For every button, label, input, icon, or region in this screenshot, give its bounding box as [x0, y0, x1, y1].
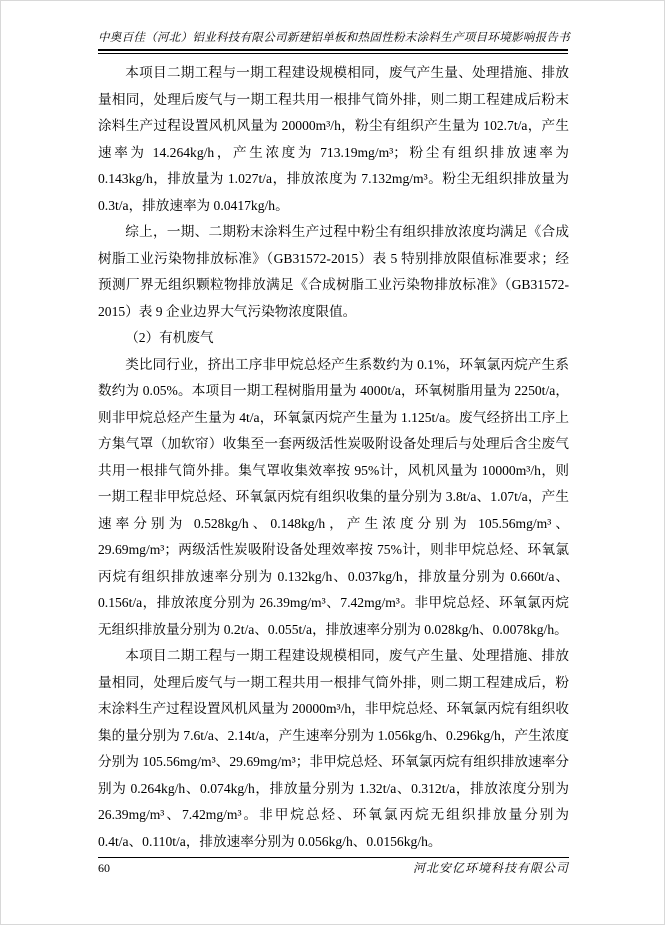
report-title: 中奥百佳（河北）铝业科技有限公司新建铝单板和热固性粉末涂料生产项目环境影响报告书: [98, 32, 570, 44]
page-body: [98, 60, 569, 855]
body-paragraph-standards-summary: 综上，一期、二期粉末涂料生产过程中粉尘有组织排放浓度均满足《合成树脂工业污染物排放标准》（GB31572-2015）表 5 特别排放限值标准要求；经预测厂界无组织颗粒物排放满足《合成树脂工业污染物排放标准》（GB31572-2015）表 9 企业边界大气污染物浓度限值。: [98, 224, 569, 319]
footer-company-name: 河北安亿环境科技有限公司: [412, 861, 569, 875]
header-divider: [98, 49, 568, 54]
body-paragraph-dust-emissions: 本项目二期工程与一期工程建设规模相同，废气产生量、处理措施、排放量相同，处理后废气与一期工程共用一根排气筒外排，则二期工程建成后粉末涂料生产过程设置风机风量为 20000m³/h，粉尘有组织产生量为 102.7t/a，产生速率为 14.264kg/h，产生浓度为 713.19mg/m³；粉尘有组织排放速率为 0.143kg/h，排放量为 1.027t/a，排放浓度为 7.132mg/m³。粉尘无组织排放量为 0.3t/a，排放速率为 0.0417kg/h。: [98, 65, 569, 213]
body-paragraph-phase1-organic-gas: 类比同行业，挤出工序非甲烷总烃产生系数约为 0.1%，环氧氯丙烷产生系数约为 0.05%。本项目一期工程树脂用量为 4000t/a，环氧树脂用量为 2250t/a，则非甲烷总烃产生量为 4t/a，环氧氯丙烷产生量为 1.125t/a。废气经挤出工序上方集气罩（加软帘）收集至一套两级活性炭吸附设备处理后与处理后含尘废气共用一根排气筒外排。集气罩收集效率按 95%计，风机风量为 10000m³/h，则一期工程非甲烷总烃、环氧氯丙烷有组织收集的量分别为 3.8t/a、1.07t/a，产生速率分别为 0.528kg/h、0.148kg/h，产生浓度分别为 105.56mg/m³、29.69mg/m³；两级活性炭吸附设备处理效率按 75%计，则非甲烷总烃、环氧氯丙烷有组织排放速率分别为 0.132kg/h、0.037kg/h，排放量分别为 0.660t/a、0.156t/a，排放浓度分别为 26.39mg/m³、7.42mg/m³。非甲烷总烃、环氧氯丙烷无组织排放量分别为 0.2t/a、0.055t/a，排放速率分别为 0.028kg/h、0.0078kg/h。: [98, 356, 569, 637]
body-heading-organic-waste-gas: （2）有机废气: [125, 330, 214, 345]
footer-divider: [98, 857, 569, 858]
body-paragraph-phase2-organic-gas: 本项目二期工程与一期工程建设规模相同，废气产生量、处理措施、排放量相同，处理后废气与一期工程共用一根排气筒外排，则二期工程建成后，粉末涂料生产过程设置风机风量为 20000m³/h，非甲烷总烃、环氧氯丙烷有组织收集的量分别为 7.6t/a、2.14t/a，产生速率分别为 1.056kg/h、0.296kg/h，产生浓度分别为 105.56mg/m³、29.69mg/m³；非甲烷总烃、环氧氯丙烷有组织排放速率分别为 0.264kg/h、0.074kg/h，排放量分别为 1.32t/a、0.312t/a，排放浓度分别为 26.39mg/m³、7.42mg/m³。非甲烷总烃、环氧氯丙烷无组织排放量分别为 0.4t/a、0.110t/a，排放速率分别为 0.056kg/h、0.0156kg/h。: [98, 648, 569, 849]
page-header: [98, 29, 568, 54]
page-number: 60: [98, 861, 110, 875]
footer-row: [98, 860, 569, 876]
page-footer: [98, 857, 569, 876]
